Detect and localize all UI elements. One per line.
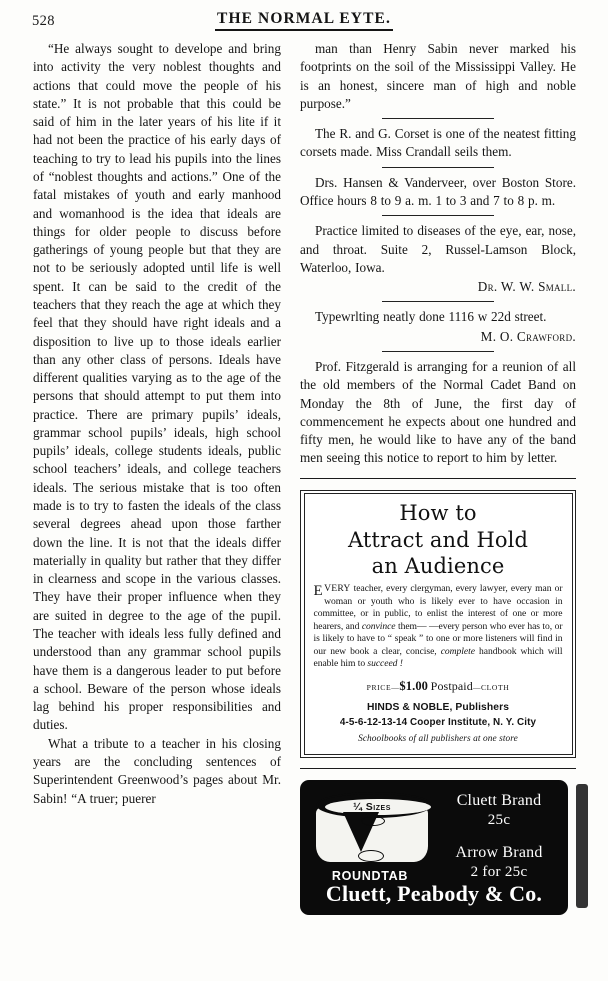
audience-ad-price-line [314, 678, 563, 695]
left-text-column [33, 40, 281, 808]
audience-ad-body-lead: VERY [324, 583, 351, 595]
audience-ad-italic-complete: complete [440, 645, 475, 657]
ad-separator-rule [382, 215, 494, 216]
page-masthead [0, 10, 608, 36]
article-paragraph-continued: man than Henry Sabin never marked his footprints on the soil of the Mississippi Valley. He is an honest, sincere man of high and noble purpose.” [300, 41, 576, 111]
hansen-vanderveer-ad-text: Drs. Hansen & Vanderveer, over Boston Store. Office hours 8 to 9 a. m. 1 to 3 and 7 to 8 p. m. [300, 174, 576, 208]
audience-ad-headline-line1: How to [399, 501, 477, 526]
audience-ad-italic-convince: convince [361, 620, 396, 632]
cluett-brand-price: 25c [487, 812, 511, 829]
ad-separator-rule [382, 301, 494, 302]
audience-ad-body [314, 583, 563, 670]
corset-ad [300, 125, 576, 162]
print-smudge-artifact [576, 784, 588, 908]
audience-ad-italic-succeed: succeed ! [367, 658, 403, 670]
audience-ad-body-3: handbook which will enable him to [313, 645, 563, 670]
corset-ad-text: The R. and G. Corset is one of the neatest fitting corsets made. Miss Crandall seils them. [300, 126, 576, 160]
fitzgerald-notice [300, 358, 576, 468]
arrow-brand-price: 2 for 25c [470, 863, 528, 880]
audience-ad-headline-line2: Attract and Hold [348, 527, 528, 552]
audience-book-ad[interactable] [300, 490, 576, 759]
audience-ad-body-1: teacher, every clergyman, every lawyer, every man or woman or youth who is likely ever to have occasion in committee, or in public, to enlist the interest of one or more hearers, and [313, 583, 563, 632]
cluett-company-name: Cluett, Peabody & Co. [325, 880, 543, 906]
fitzgerald-notice-text: Prof. Fitzgerald is arranging for a reunion of all the old members of the Normal Cadet Band on Monday the 8th of June, the first day of commencement he expects about one hundred and fifty men, he would like to have any of the band men seeing this notice to report to him by letter. [300, 358, 576, 466]
price-label: PRICE [366, 682, 392, 692]
publisher-address: 4-5-6-12-13-14 Cooper Institute, N. Y. City [339, 717, 537, 729]
audience-ad-publisher-block [314, 701, 563, 730]
dr-small-ad-text: Practice limited to diseases of the eye, ear, nose, and throat. Suite 2, Russel-Lamson Block, Waterloo, Iowa. [300, 223, 576, 275]
crawford-typewriting-ad [300, 308, 576, 346]
collar-wing-left [343, 812, 361, 852]
audience-ad-headline-line3: an Audience [371, 554, 505, 579]
section-divider-rule [300, 768, 576, 769]
roundtab-label: ROUNDTAB [331, 869, 409, 884]
hansen-vanderveer-ad [300, 174, 576, 211]
dr-small-ad [300, 222, 576, 296]
price-dash-1: — [391, 682, 400, 692]
cluett-peabody-ad[interactable] [300, 780, 568, 915]
price-dash-2: — [472, 682, 482, 692]
audience-ad-tagline: Schoolbooks of all publishers at one store [358, 734, 518, 745]
brand-spacer [436, 831, 562, 844]
price-amount: $1.00 [399, 678, 429, 693]
folio-page-number: 528 [32, 13, 55, 29]
cluett-brand-list [436, 792, 562, 882]
audience-ad-headline [314, 500, 563, 579]
collar-illustration [312, 790, 432, 872]
section-divider-rule [300, 478, 576, 479]
quarter-sizes-label: ¼ Sizes [353, 801, 391, 814]
price-binding: CLOTH [481, 682, 510, 692]
dr-small-signature: Dr. W. W. Small. [477, 279, 576, 295]
ad-separator-rule [382, 118, 494, 119]
cluett-ad-wrap [300, 780, 576, 915]
audience-ad-dropcap: E [313, 583, 323, 600]
audience-book-ad-frame [304, 493, 573, 755]
right-text-column [300, 40, 576, 915]
page-title: THE NORMAL EYTE. [215, 10, 393, 31]
price-postpaid: Postpaid [430, 678, 473, 693]
arrow-brand-name: Arrow Brand [455, 843, 543, 861]
ad-separator-rule [382, 167, 494, 168]
ad-separator-rule [382, 351, 494, 352]
article-paragraph: What a tribute to a teacher in his closing years are the concluding sentences of Superintendent Greenwood’s pages about Mr. Sabin! “A truer; puerer [33, 735, 281, 806]
cluett-brand-name: Cluett Brand [456, 792, 542, 810]
publisher-name: HINDS & NOBLE, Publishers [366, 702, 510, 714]
article-paragraph: “He always sought to develope and bring into activity the very noblest thoughts and actions that could move the people of his state.” It is not probable that this could be said of him in the later years of his lite if it had not been the practice of his early days of teaching to try to lead his pupils into the lines of “noblest thoughts and actions.” One of the fatal mistakes of youth and early manhood and womanhood is the idea that ideals are things for older people to discuss before gatherings of young people but that they are not to be seriously adopted until life is well spent. It can be said to the credit of the teachers that they reach the age at which they feel that they should have right ideals and a disposition to live up to those ideals earlier than any other class of persons. Ideals have different qualities varying as to the age of the persons that should attempt to put them into practice. There are primary pupils’ ideals, grammar school pupils’ ideals, high school pupils’ ideals, college students ideals, public school teachers’ ideals, and college teachers ideals. The serious mistake that is too often made is to try to fasten the ideals of the class several degrees ahead upon those farther down the line. It is not that the ideals differ materially in quality but rather that they differ in clearness and scope in the various classes. They have their proper influence when they are suited in degree to the age of the pupil. The teacher with ideals less fully defined and understood than any grammar school pupils have them is a dangerous leader to put before a school. Beware of the person whose ideals lag behind his proper responsibilities and duties. [33, 41, 281, 733]
crawford-ad-text: Typewrlting neatly done 1116 w 22d street. [315, 309, 547, 325]
crawford-signature: M. O. Crawford. [480, 328, 576, 344]
audience-ad-body-2: them— —every person who ever has to, or is likely to have to “ speak ” to one or more listeners will find in our new book a clear, concise, [313, 620, 563, 657]
masthead-title-wrap [0, 10, 608, 31]
